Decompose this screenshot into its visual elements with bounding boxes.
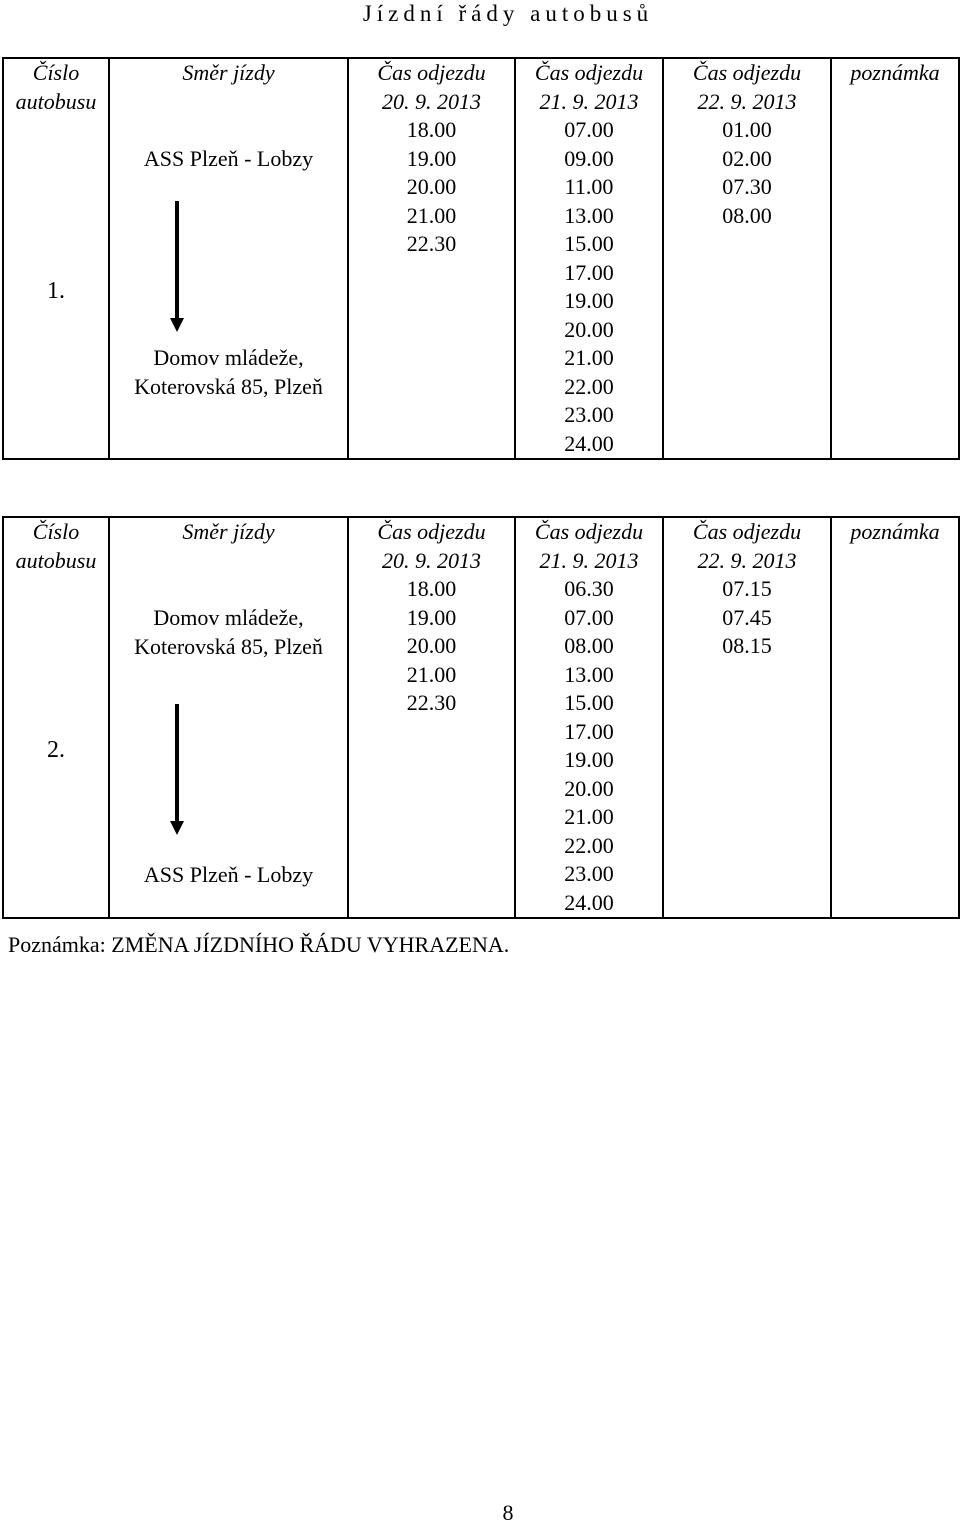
note-cell <box>831 58 959 459</box>
direction-to-line1: Domov mládeže, <box>153 345 304 370</box>
arrow-down-icon <box>170 201 184 333</box>
times-day2 <box>516 116 662 458</box>
departure-time: 19.00 <box>564 747 614 772</box>
header-day2 <box>516 518 662 575</box>
departure-time: 13.00 <box>564 661 614 687</box>
header-day2 <box>516 59 662 116</box>
header-departure: Čas odjezdu <box>692 60 802 85</box>
departure-time: 20.00 <box>406 174 457 199</box>
header-bus-number-line1: Číslo <box>32 60 80 85</box>
timetable-bus-2 <box>2 516 960 919</box>
departure-time: 08.00 <box>564 633 614 658</box>
bus-number-cell <box>3 58 109 459</box>
header-bus-number-line2: autobusu <box>15 547 97 573</box>
header-date: 21. 9. 2013 <box>539 547 639 573</box>
header-note: poznámka <box>850 60 940 85</box>
departure-time: 21.00 <box>564 345 614 370</box>
footnote: Poznámka: ZMĚNA JÍZDNÍHO ŘÁDU VYHRAZENA. <box>8 932 510 957</box>
header-direction: Směr jízdy <box>182 60 275 85</box>
departure-time: 11.00 <box>564 174 614 199</box>
header-departure: Čas odjezdu <box>692 519 802 544</box>
departure-time: 13.00 <box>564 202 614 228</box>
departure-time: 24.00 <box>564 430 614 456</box>
header-day1 <box>349 518 514 575</box>
header-note: poznámka <box>850 519 940 544</box>
header-date: 22. 9. 2013 <box>697 547 797 573</box>
departure-time: 21.00 <box>406 202 457 228</box>
direction-from-line1: Domov mládeže, <box>153 605 304 630</box>
departure-time: 22.00 <box>564 373 614 399</box>
day3-cell <box>663 58 831 459</box>
header-departure: Čas odjezdu <box>534 519 644 544</box>
header-day1 <box>349 59 514 116</box>
departure-time: 15.00 <box>564 690 614 715</box>
departure-time: 19.00 <box>564 288 614 313</box>
direction-from <box>110 604 347 661</box>
direction-to <box>110 344 347 401</box>
departure-time: 21.00 <box>406 661 457 687</box>
header-bus-number <box>4 59 108 116</box>
departure-time: 23.00 <box>564 861 614 886</box>
times-day1 <box>349 116 514 259</box>
day3-cell <box>663 517 831 918</box>
header-date: 20. 9. 2013 <box>382 88 481 114</box>
direction-to-line2: Koterovská 85, Plzeň <box>134 373 323 399</box>
day1-cell <box>348 58 515 459</box>
departure-time: 22.00 <box>564 832 614 858</box>
departure-time: 19.00 <box>406 145 457 171</box>
departure-time: 06.30 <box>564 576 614 601</box>
header-day3 <box>664 518 830 575</box>
bus-number-cell <box>3 517 109 918</box>
departure-time: 01.00 <box>722 117 772 142</box>
departure-time: 07.30 <box>722 174 772 199</box>
departure-time: 08.15 <box>722 633 772 658</box>
header-departure: Čas odjezdu <box>377 60 486 85</box>
departure-time: 24.00 <box>564 889 614 915</box>
direction-cell <box>109 517 348 918</box>
direction-to: ASS Plzeň - Lobzy <box>143 862 314 887</box>
departure-time: 22.30 <box>406 690 457 715</box>
departure-time: 23.00 <box>564 402 614 427</box>
times-day2 <box>516 575 662 917</box>
times-day3 <box>664 116 830 230</box>
departure-time: 07.45 <box>722 604 772 630</box>
header-day3 <box>664 59 830 116</box>
departure-time: 18.00 <box>406 117 457 142</box>
departure-time: 08.00 <box>722 202 772 228</box>
times-day1 <box>349 575 514 718</box>
header-date: 21. 9. 2013 <box>539 88 639 114</box>
departure-time: 19.00 <box>406 604 457 630</box>
header-departure: Čas odjezdu <box>377 519 486 544</box>
departure-time: 20.00 <box>564 316 614 342</box>
direction-cell <box>109 58 348 459</box>
departure-time: 18.00 <box>406 576 457 601</box>
departure-time: 17.00 <box>564 718 614 744</box>
direction-from: ASS Plzeň - Lobzy <box>143 146 314 171</box>
header-bus-number-line1: Číslo <box>32 519 80 544</box>
departure-time: 07.00 <box>564 604 614 630</box>
header-direction: Směr jízdy <box>182 519 275 544</box>
bus-number: 1. <box>47 278 65 304</box>
note-cell <box>831 517 959 918</box>
departure-time: 21.00 <box>564 804 614 829</box>
departure-time: 20.00 <box>564 775 614 801</box>
header-departure: Čas odjezdu <box>534 60 644 85</box>
header-date: 22. 9. 2013 <box>697 88 797 114</box>
times-day3 <box>664 575 830 661</box>
day2-cell <box>515 517 663 918</box>
departure-time: 02.00 <box>722 145 772 171</box>
page-title: Jízdní řády autobusů <box>362 1 654 26</box>
header-bus-number <box>4 518 108 575</box>
bus-number: 2. <box>47 737 65 763</box>
day1-cell <box>348 517 515 918</box>
direction-from-line2: Koterovská 85, Plzeň <box>134 633 323 659</box>
page-number: 8 <box>502 1500 514 1525</box>
day2-cell <box>515 58 663 459</box>
header-date: 20. 9. 2013 <box>382 547 481 573</box>
departure-time: 07.00 <box>564 117 614 142</box>
timetable-bus-1 <box>2 57 960 460</box>
departure-time: 17.00 <box>564 259 614 285</box>
arrow-down-icon <box>170 704 184 836</box>
departure-time: 09.00 <box>564 145 614 171</box>
departure-time: 07.15 <box>722 576 772 601</box>
departure-time: 22.30 <box>406 231 457 256</box>
departure-time: 20.00 <box>406 633 457 658</box>
departure-time: 15.00 <box>564 231 614 256</box>
header-bus-number-line2: autobusu <box>15 88 97 114</box>
